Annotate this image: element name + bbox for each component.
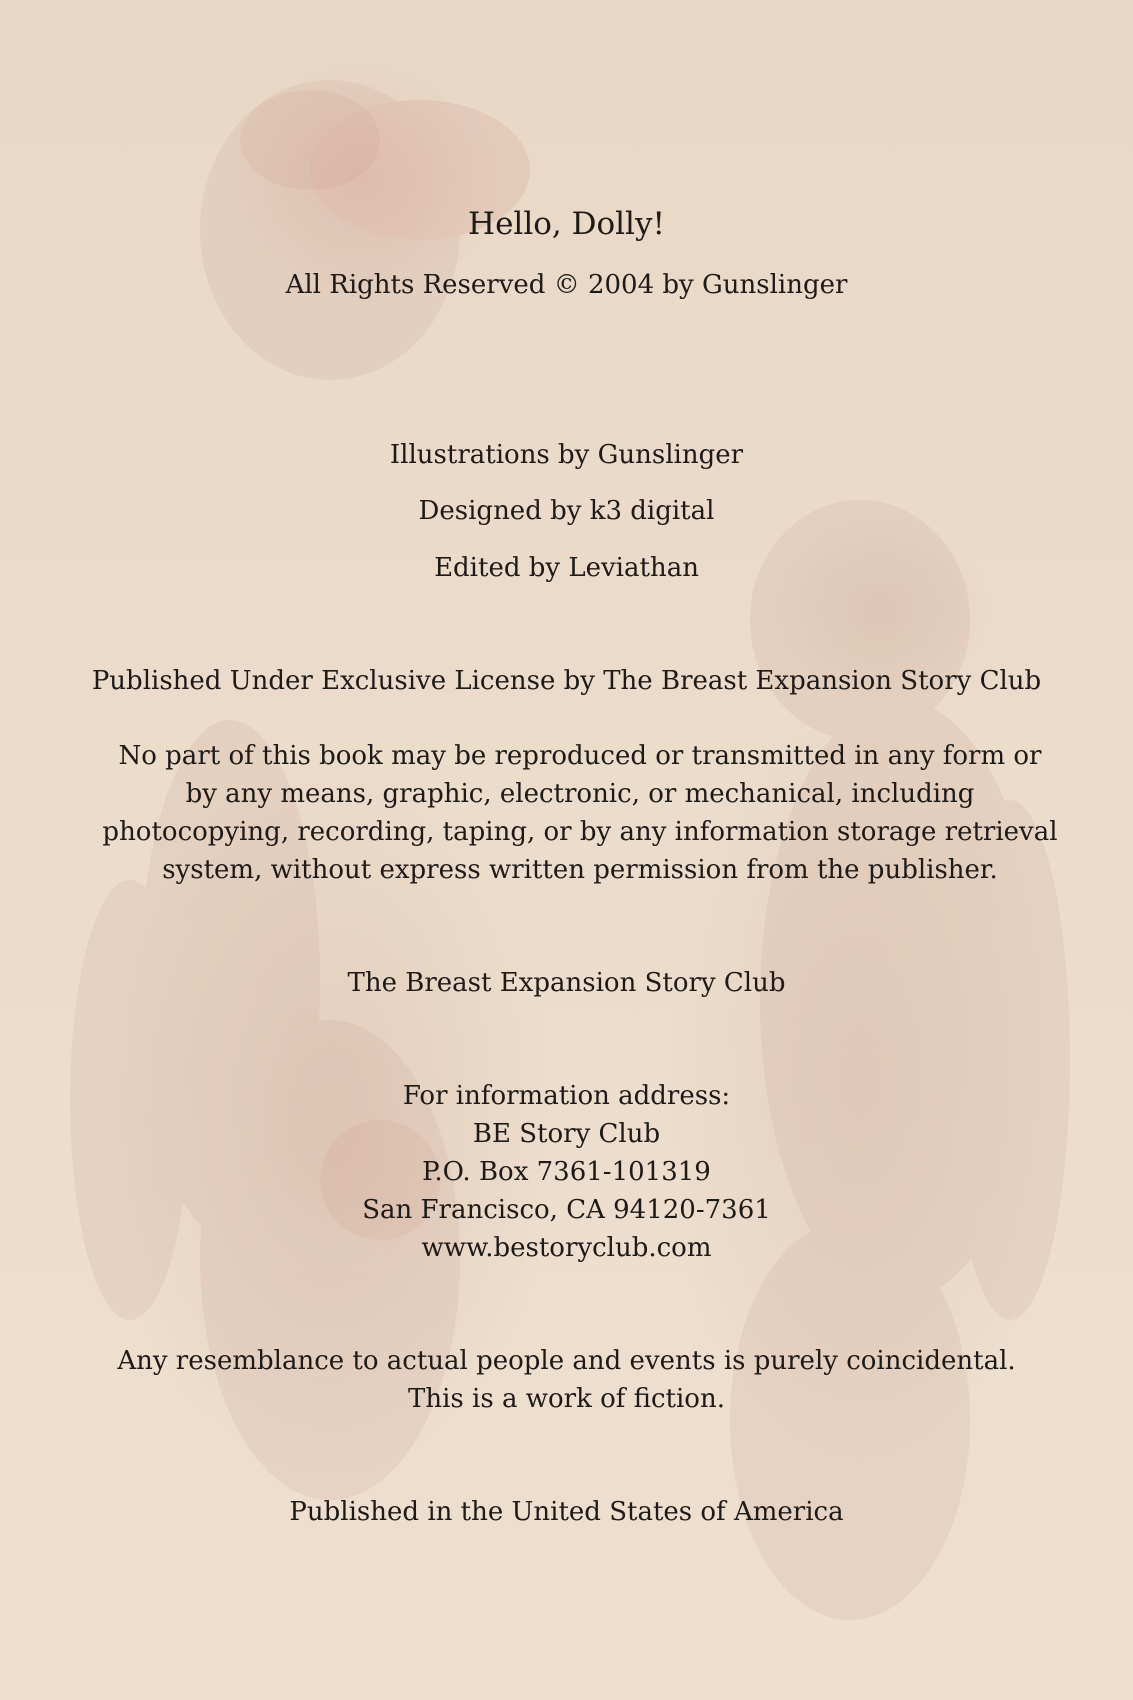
fiction-statement: This is a work of fiction.	[408, 1384, 725, 1414]
address-line: P.O. Box 7361-101319	[422, 1157, 711, 1187]
reproduction-notice: No part of this book may be reproduced or transmitted in any form or by any means, graphic, electronic, or mechanical, including photocopying, recording, taping, or by any information storage retrieval system, without express written permission from the publisher.	[102, 741, 1058, 885]
disclaimer-line: Any resemblance to actual people and events is purely coincidental.	[117, 1346, 1016, 1376]
publisher-name: The Breast Expansion Story Club	[347, 968, 786, 998]
country-of-publication: Published in the United States of America	[289, 1497, 844, 1527]
design-credit: Designed by k3 digital	[418, 496, 715, 526]
license-statement: Published Under Exclusive License by The Breast Expansion Story Club	[91, 666, 1042, 696]
address-line: BE Story Club	[472, 1119, 661, 1149]
address-heading: For information address:	[402, 1081, 731, 1111]
rights-notice: All Rights Reserved © 2004 by Gunslinger	[285, 270, 848, 300]
address-line: San Francisco, CA 94120-7361	[362, 1195, 771, 1225]
website-url: www.bestoryclub.com	[421, 1233, 712, 1263]
book-title: Hello, Dolly!	[468, 206, 665, 242]
illustrations-credit: Illustrations by Gunslinger	[389, 440, 744, 470]
editor-credit: Edited by Leviathan	[434, 553, 699, 583]
